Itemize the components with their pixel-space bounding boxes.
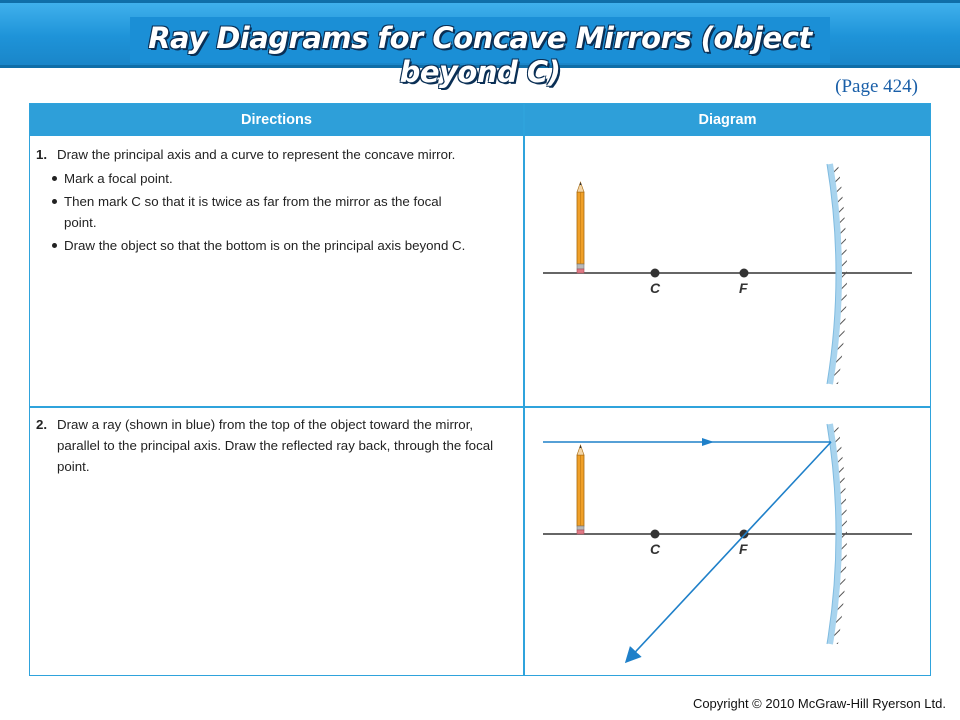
step-number: 2. [36, 417, 48, 432]
diagram-area [30, 104, 930, 675]
point-c [651, 269, 660, 278]
bullet-item: Draw the object so that the bottom is on the principal axis beyond C. [50, 235, 470, 256]
incident-ray-arrow [702, 438, 714, 446]
step-number: 1. [36, 147, 48, 162]
page-title: Ray Diagrams for Concave Mirrors (object beyond C) [148, 21, 812, 89]
diagram-2 [543, 424, 912, 662]
diagram-1 [543, 164, 912, 384]
label-c: C [650, 541, 661, 557]
label-c: C [650, 280, 661, 296]
copyright-notice: Copyright © 2010 McGraw-Hill Ryerson Ltd. [692, 696, 946, 711]
header-directions: Directions [241, 112, 312, 128]
bullet-item: Mark a focal point. [50, 168, 470, 189]
pencil-object [577, 182, 584, 273]
label-f: F [739, 541, 748, 557]
point-c [651, 530, 660, 539]
header-diagram: Diagram [698, 112, 757, 128]
concave-mirror [827, 164, 847, 384]
point-f [740, 269, 749, 278]
directions-table [29, 103, 931, 676]
bullet-item: Then mark C so that it is twice as far from the mirror as the focal point. [50, 191, 470, 233]
step-text: Draw the principal axis and a curve to represent the concave mirror. [57, 147, 456, 162]
page-reference: (Page 424) [835, 76, 918, 97]
step-text: Draw a ray (shown in blue) from the top of the object toward the mirror, parallel to the principal axis. Draw the reflected ray back, through the focal point. [57, 417, 494, 474]
pencil-object [577, 445, 584, 534]
label-f: F [739, 280, 748, 296]
title-box [130, 17, 830, 89]
